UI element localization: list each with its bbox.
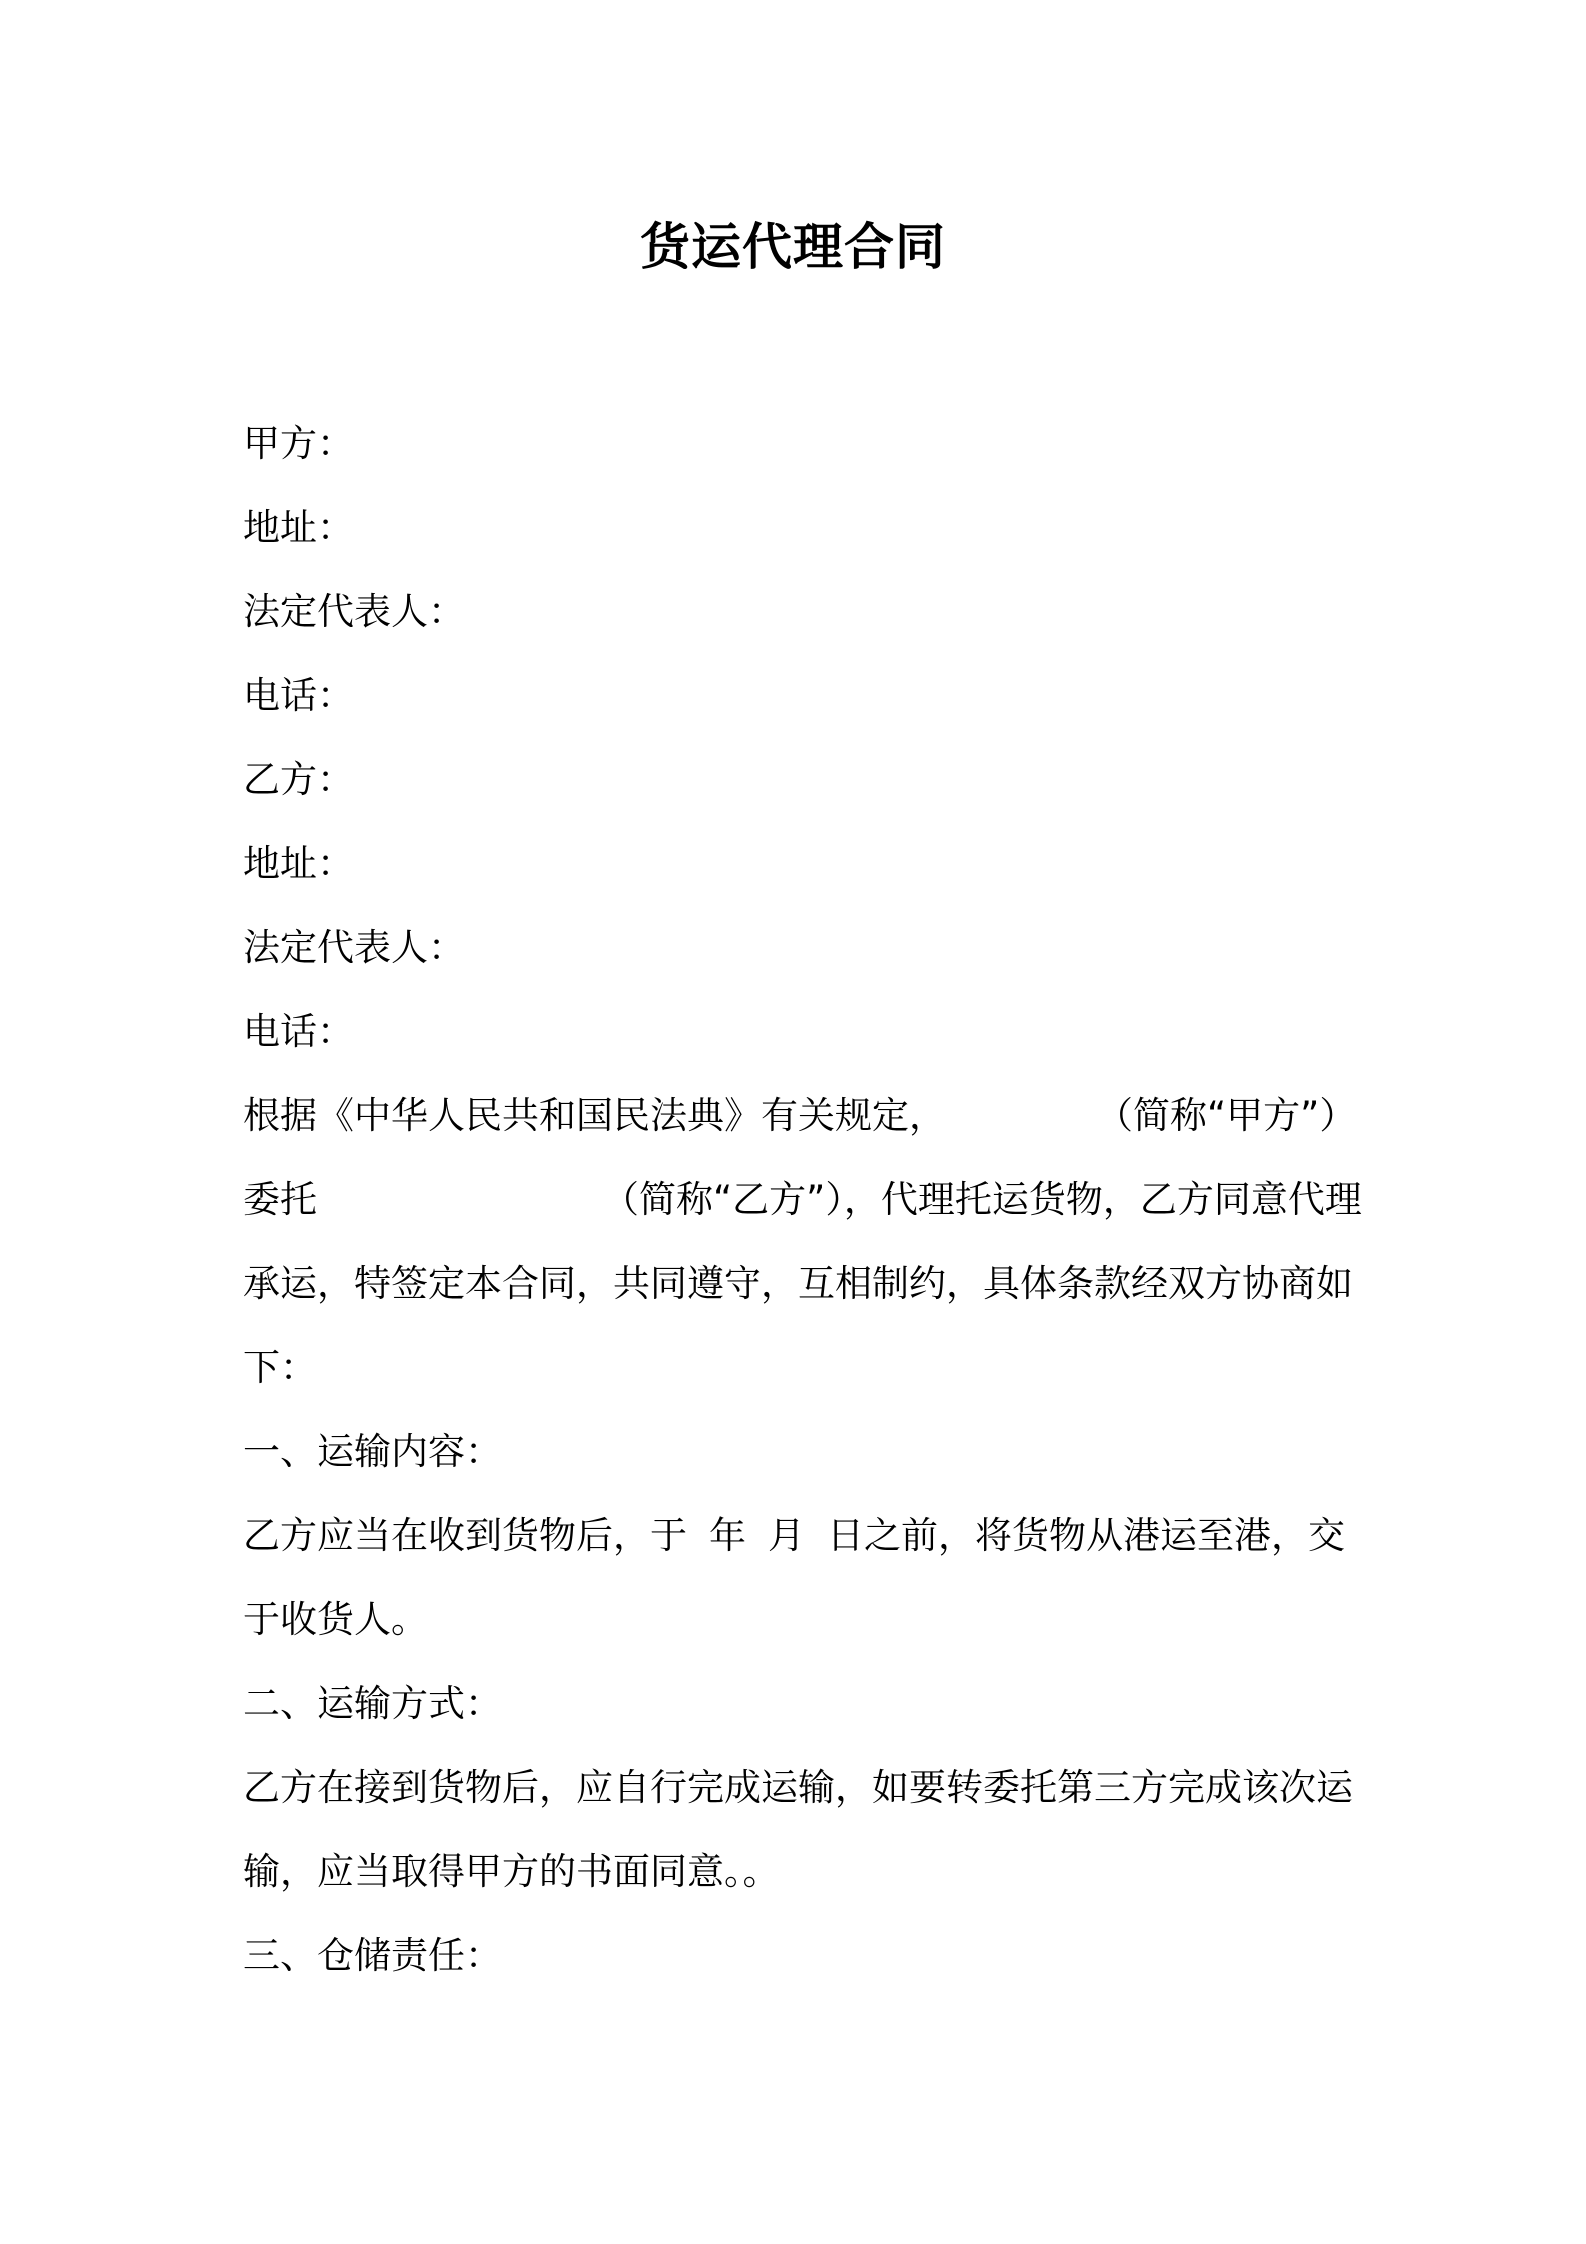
party-a-name-label: 甲方： xyxy=(243,422,354,465)
section-1-text-start: 乙方应当在收到货物后，于 xyxy=(243,1514,687,1557)
section-1-line-1 xyxy=(243,1494,1363,1578)
section-3-heading: 三、仓储责任： xyxy=(243,1934,502,1977)
section-1-text-end: 日之前，将货物从港运至港，交 xyxy=(827,1514,1345,1557)
preamble-line-2-end: （简称“乙方”），代理托运货物，乙方同意代理 xyxy=(602,1178,1362,1221)
party-b-phone-label: 电话： xyxy=(243,1010,354,1053)
preamble-line-4: 下： xyxy=(243,1346,317,1389)
party-a-address-label: 地址： xyxy=(243,506,354,549)
preamble-line-1-end: （简称“甲方”） xyxy=(1096,1094,1357,1137)
party-b-representative-label: 法定代表人： xyxy=(243,926,465,969)
section-1-year: 年 xyxy=(709,1514,746,1557)
preamble-line-1-start: 根据《中华人民共和国民法典》有关规定， xyxy=(243,1094,946,1137)
section-1-line-2: 于收货人。 xyxy=(243,1598,428,1641)
section-1-month: 月 xyxy=(768,1514,805,1557)
section-2-line-2: 输，应当取得甲方的书面同意。。 xyxy=(243,1850,780,1893)
preamble-line-3: 承运，特签定本合同，共同遵守，互相制约，具体条款经双方协商如 xyxy=(243,1262,1353,1305)
preamble-line-1 xyxy=(243,1074,1363,1158)
party-b-name-label: 乙方： xyxy=(243,758,354,801)
section-1-heading: 一、运输内容： xyxy=(243,1430,502,1473)
preamble-line-2-start: 委托 xyxy=(243,1178,317,1221)
party-a-representative-label: 法定代表人： xyxy=(243,590,465,633)
party-b-address-label: 地址： xyxy=(243,842,354,885)
document-title: 货运代理合同 xyxy=(640,218,946,276)
document-body xyxy=(243,402,1363,1998)
section-2-line-1: 乙方在接到货物后，应自行完成运输，如要转委托第三方完成该次运 xyxy=(243,1766,1353,1809)
section-2-heading: 二、运输方式： xyxy=(243,1682,502,1725)
party-a-phone-label: 电话： xyxy=(243,674,354,717)
preamble-line-2 xyxy=(243,1158,1363,1242)
